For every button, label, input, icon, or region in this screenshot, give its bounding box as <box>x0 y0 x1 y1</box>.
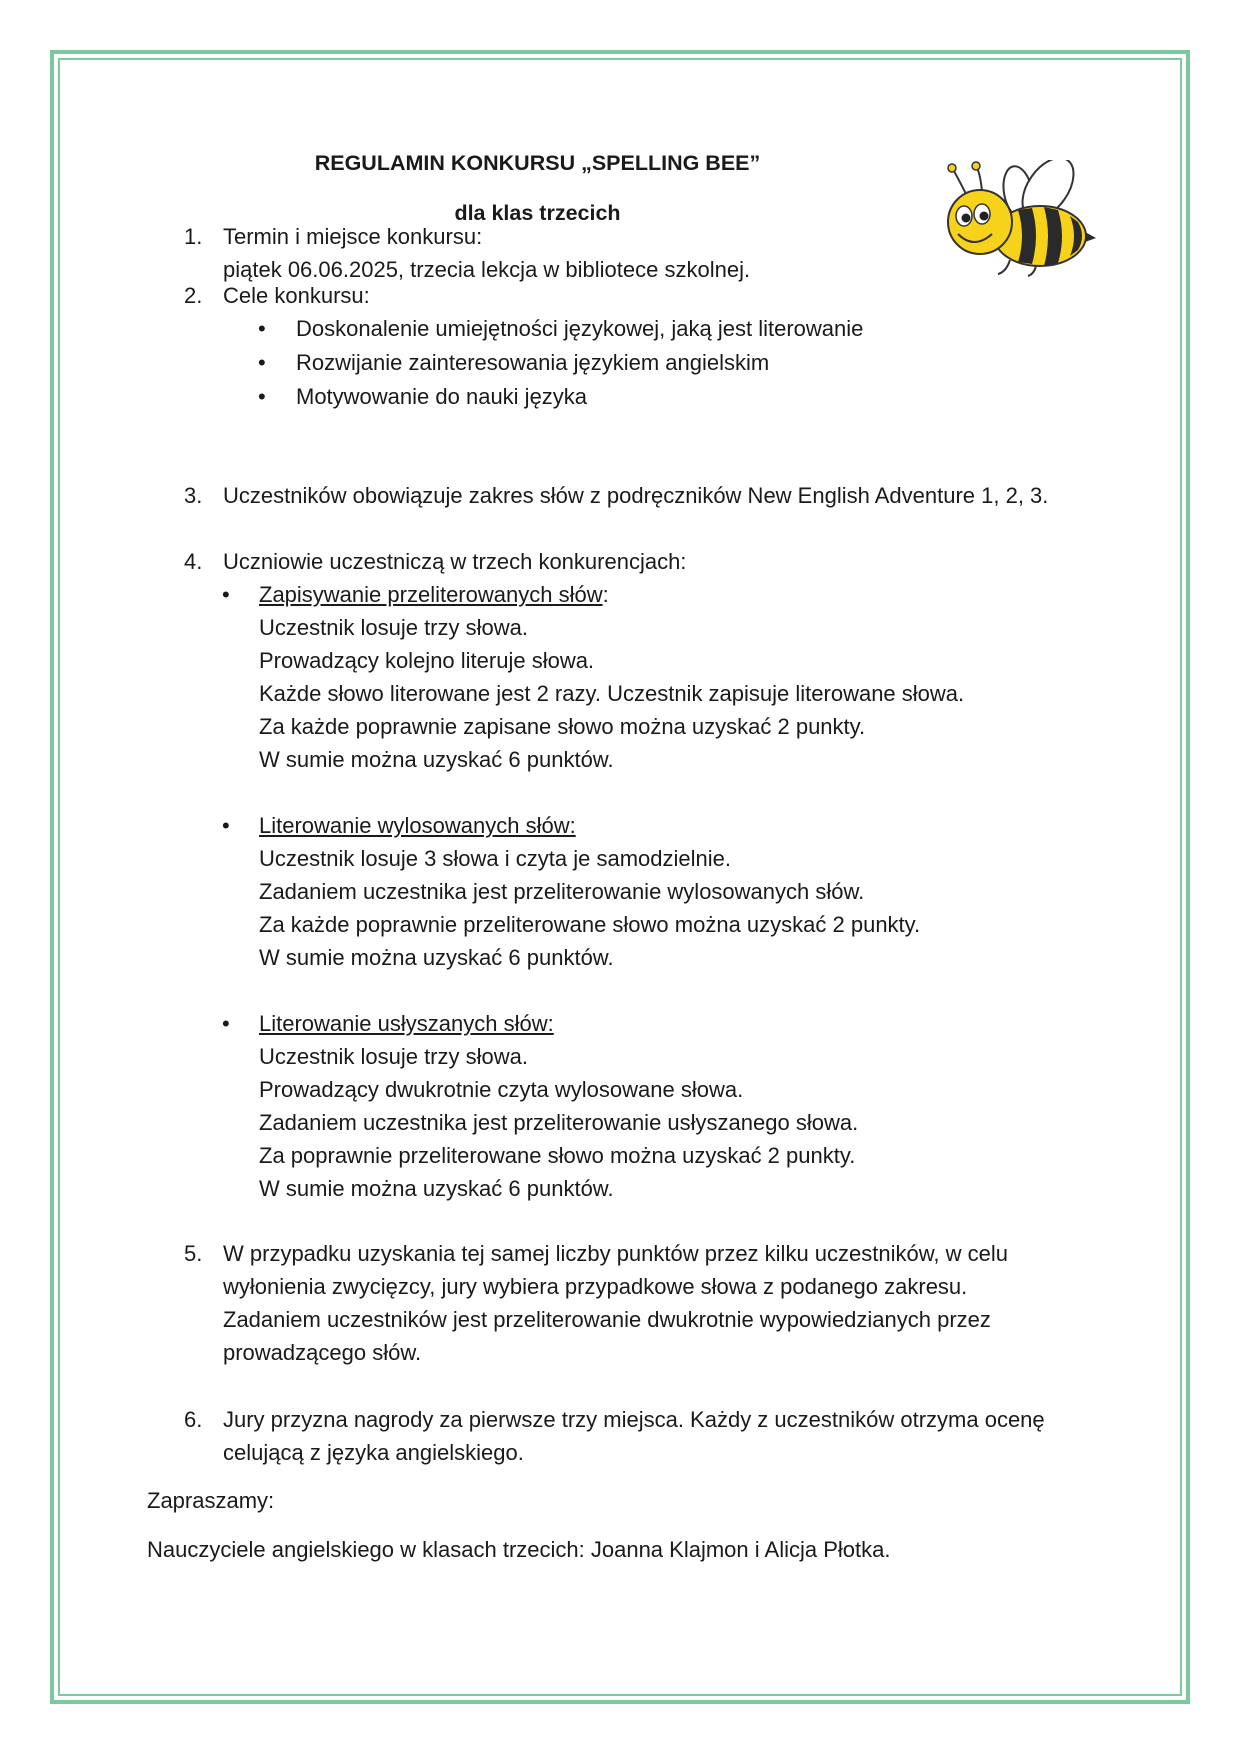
competition-line: Każde słowo literowane jest 2 razy. Uczestnik zapisuje literowane słowa. <box>259 681 965 706</box>
competition-line: W sumie można uzyskać 6 punktów. <box>259 747 614 772</box>
section-line: Zadaniem uczestników jest przeliterowanie dwukrotnie wypowiedzianych przez <box>223 1307 991 1332</box>
competition-line: W sumie można uzyskać 6 punktów. <box>259 945 614 970</box>
document-title: REGULAMIN KONKURSU „SPELLING BEE” <box>314 151 761 175</box>
competition-line: Za każde poprawnie przeliterowane słowo można uzyskać 2 punkty. <box>259 912 921 937</box>
section-line: prowadzącego słów. <box>223 1340 422 1365</box>
section-line: celującą z języka angielskiego. <box>223 1440 524 1465</box>
competition-heading: Literowanie usłyszanych słów: <box>259 1011 554 1036</box>
competition-heading: Literowanie wylosowanych słów: <box>259 813 576 838</box>
document-page: REGULAMIN KONKURSU „SPELLING BEE” dla klas trzecich 1. Termin i miejsce konkursu: piątek 06.06.2025, trzecia lekcja w bibliotece szkolnej. 2. Cele konkursu: • Doskonalenie umiejętności językowej, jaką jest literowanie • Rozwijanie zainteresowania językiem angielskim • Motywowanie do nauki języka 3. Uczestników obowiązuje zakres słów z podręczników New English Adventure 1, 2, 3. 4. Uczniowie uczestniczą w trzech konkurencjach: • Zapisywanie przeliterowanych słów: Uczestnik losuje trzy słowa. Prowadzący kolejno literuje słowa. Każde słowo literowane jest 2 razy. Uczestnik zapisuje literowane słowa. Za każde poprawnie zapisane słowo można uzyskać 2 punkty. W sumie można uzyskać 6 punktów. • Literowanie wylosowanych słów: Uczestnik losuje 3 słowa i czyta je samodzielnie. Zadaniem uczestnika jest przeliterowanie wylosowanych słów. Za każde poprawnie przeliterowane słowo można uzyskać 2 punkty. W sumie można uzyskać 6 punktów. • Literowanie usłyszanych słów: Uczestnik losuje trzy słowa. Prowadzący dwukrotnie czyta wylosowane słowa. Zadaniem uczestnika jest przeliterowanie usłyszanego słowa. Za poprawnie przeliterowane słowo można uzyskać 2 punkty. W sumie można uzyskać 6 punktów. 5. W przypadku uzyskania tej samej liczby punktów przez kilku uczestników, w celu wyłonienia zwycięzcy, jury wybiera przypadkowe słowa z podanego zakresu. Zadaniem uczestników jest przeliterowanie dwukrotnie wypowiedzianych przez prowadzącego słów. 6. Jury przyzna nagrody za pierwsze trzy miejsca. Każdy z uczestników otrzyma ocenę celującą z języka angielskiego. Zapraszamy: Nauczyciele angielskiego w klasach trzecich: Joanna Klajmon i Alicja Płotka. <box>0 0 1240 1754</box>
section-number: 1. <box>184 224 203 249</box>
competition-line: Prowadzący kolejno literuje słowa. <box>259 648 595 673</box>
signature-text: Nauczyciele angielskiego w klasach trzecich: Joanna Klajmon i Alicja Płotka. <box>147 1537 891 1562</box>
section-number: 3. <box>184 483 203 508</box>
section-line: Uczestników obowiązuje zakres słów z podręczników New English Adventure 1, 2, 3. <box>223 483 1049 508</box>
section-line: W przypadku uzyskania tej samej liczby punktów przez kilku uczestników, w celu <box>223 1241 1008 1266</box>
competition-line: Za każde poprawnie zapisane słowo można uzyskać 2 punkty. <box>259 714 866 739</box>
section-line: wyłonienia zwycięzcy, jury wybiera przypadkowe słowa z podanego zakresu. <box>223 1274 968 1299</box>
competition-line: Za poprawnie przeliterowane słowo można uzyskać 2 punkty. <box>259 1143 856 1168</box>
section-line: Termin i miejsce konkursu: <box>223 224 483 249</box>
section-line: Uczniowie uczestniczą w trzech konkurencjach: <box>223 549 687 574</box>
section-number: 4. <box>184 549 203 574</box>
competition-line: Uczestnik losuje 3 słowa i czyta je samodzielnie. <box>259 846 731 871</box>
competition-line: Zadaniem uczestnika jest przeliterowanie usłyszanego słowa. <box>259 1110 859 1135</box>
competition-line: Uczestnik losuje trzy słowa. <box>259 1044 528 1069</box>
section-line: piątek 06.06.2025, trzecia lekcja w bibliotece szkolnej. <box>223 257 751 282</box>
section-number: 2. <box>184 283 203 308</box>
competition-line: Prowadzący dwukrotnie czyta wylosowane słowa. <box>259 1077 744 1102</box>
competition-line: Zadaniem uczestnika jest przeliterowanie wylosowanych słów. <box>259 879 865 904</box>
section-number: 5. <box>184 1241 203 1266</box>
section-line: Jury przyzna nagrody za pierwsze trzy miejsca. Każdy z uczestników otrzyma ocenę <box>223 1407 1045 1432</box>
document-subtitle: dla klas trzecich <box>454 201 621 225</box>
competition-line: Uczestnik losuje trzy słowa. <box>259 615 528 640</box>
section-number: 6. <box>184 1407 203 1432</box>
competition-heading: Zapisywanie przeliterowanych słów: <box>259 582 609 607</box>
section-line: Cele konkursu: <box>223 283 370 308</box>
closing-text: Zapraszamy: <box>147 1488 275 1513</box>
competition-line: W sumie można uzyskać 6 punktów. <box>259 1176 614 1201</box>
